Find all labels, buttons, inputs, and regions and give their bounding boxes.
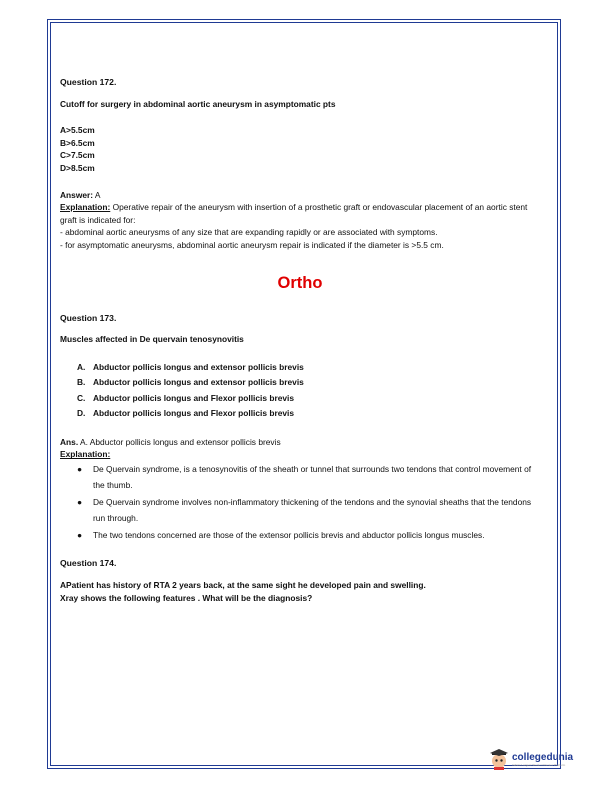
explanation-bullet — [77, 527, 540, 544]
logo-brand: collegedunia — [512, 751, 574, 763]
option-letter: B. — [77, 377, 86, 388]
explanation-text: Operative repair of the aneurysm with insertion of a prosthetic graft or endovascular placement of an aortic stent graft is indicated for: — [60, 202, 528, 225]
section-title: Ortho — [277, 273, 323, 292]
option-letter: D. — [77, 408, 86, 419]
question-173-explanation — [60, 461, 540, 544]
answer-value: A. Abductor pollicis longus and extensor pollicis brevis — [78, 436, 281, 447]
bullet-text: De Quervain syndrome involves non-inflammatory thickening of the tendons and the synovial sheaths that the tendons run through. — [93, 496, 532, 524]
question-173-options — [60, 360, 540, 422]
option-item — [77, 360, 540, 376]
answer-label: Answer: — [60, 189, 94, 200]
option-text: Abductor pollicis longus and Flexor pollicis brevis — [93, 392, 295, 403]
question-173-answer — [60, 436, 540, 449]
mascot-icon — [488, 748, 510, 770]
question-172-title: Question 172. — [60, 77, 117, 87]
bullet-text: The two tendons concerned are those of the extensor pollicis brevis and abductor pollicis longus muscles. — [93, 529, 485, 540]
question-172-explanation — [60, 201, 540, 226]
option-text: Abductor pollicis longus and extensor pollicis brevis — [93, 361, 304, 372]
question-172-option: C>7.5cm — [60, 150, 95, 161]
option-item — [77, 391, 540, 407]
logo-tagline: India's Largest Student Review Platform — [512, 762, 566, 767]
bullet-icon: ● — [77, 463, 83, 474]
question-174-stem-line: Xray shows the following features . What will be the diagnosis? — [60, 592, 313, 603]
explanation-label: Explanation: — [60, 202, 111, 213]
option-letter: C. — [77, 392, 86, 403]
explanation-point: - for asymptomatic aneurysms, abdominal aortic aneurysm repair is indicated if the diameter is >5.5 cm. — [60, 239, 444, 250]
collegedunia-logo — [488, 748, 573, 770]
question-172-option: A>5.5cm — [60, 125, 95, 136]
answer-label: Ans. — [60, 436, 79, 447]
option-item — [77, 375, 540, 391]
question-172-stem: Cutoff for surgery in abdominal aortic aneurysm in asymptomatic pts — [60, 98, 336, 109]
bullet-text: De Quervain syndrome, is a tenosynovitis of the sheath or tunnel that surrounds two tendons that control movement of the thumb. — [93, 463, 532, 491]
option-text: Abductor pollicis longus and extensor pollicis brevis — [93, 377, 304, 388]
bullet-icon: ● — [77, 529, 83, 540]
question-174-stem-line: APatient has history of RTA 2 years back, at the same sight he developed pain and swelling. — [60, 580, 426, 590]
question-172-answer — [60, 189, 540, 202]
explanation-label: Explanation: — [60, 449, 111, 460]
explanation-bullet — [77, 461, 540, 494]
question-172-option: B>6.5cm — [60, 137, 95, 148]
explanation-point: - abdominal aortic aneurysms of any size that are expanding rapidly or are associated with symptoms. — [60, 227, 438, 238]
question-173-stem: Muscles affected in De quervain tenosynovitis — [60, 334, 244, 345]
question-173-title: Question 173. — [60, 312, 117, 323]
document-content — [60, 76, 540, 604]
explanation-bullet — [77, 494, 540, 527]
bullet-icon: ● — [77, 496, 83, 507]
question-172-option: D>8.5cm — [60, 162, 95, 173]
option-letter: A. — [77, 361, 86, 372]
option-text: Abductor pollicis longus and Flexor pollicis brevis — [93, 408, 295, 419]
question-174-title: Question 174. — [60, 558, 117, 569]
answer-value: A — [93, 189, 101, 200]
option-item — [77, 406, 540, 422]
